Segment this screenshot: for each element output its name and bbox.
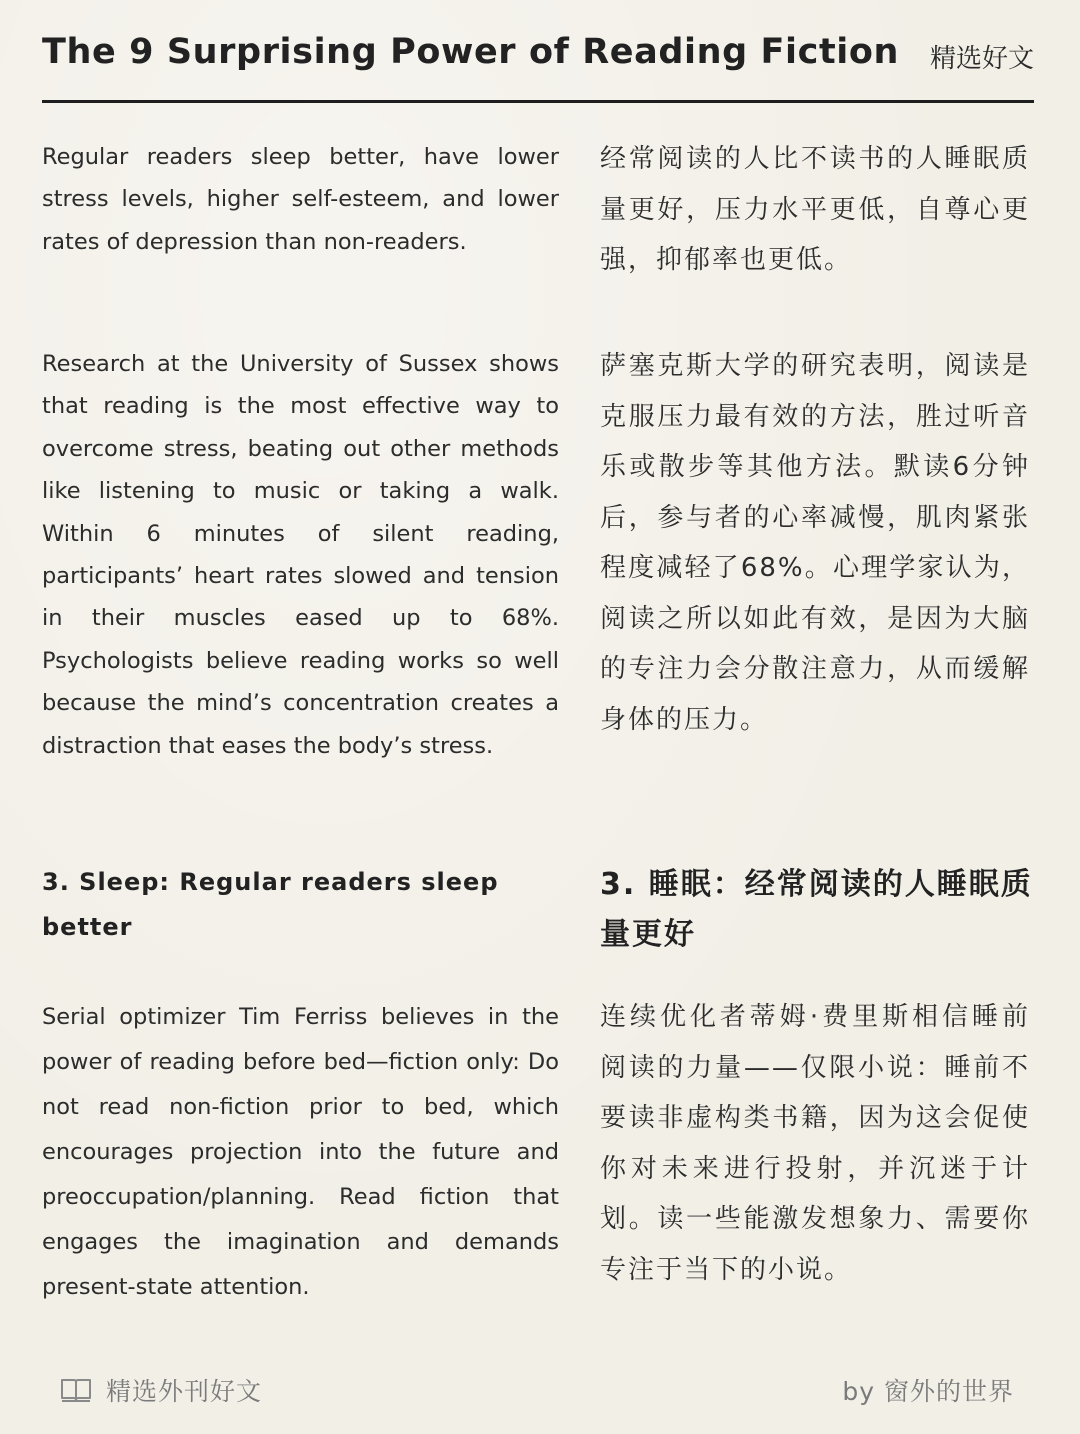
section-heading-chinese: 3. 睡眠：经常阅读的人睡眠质量更好 xyxy=(600,867,1033,952)
footer-brand: 精选外刊好文 xyxy=(106,1377,263,1406)
footer-byline: by 窗外的世界 xyxy=(842,1377,1014,1406)
open-book-icon xyxy=(60,1377,92,1403)
paragraph-3-chinese: 连续优化者蒂姆·费里斯相信睡前阅读的力量——仅限小说：睡前不要读非虚构类书籍，因为这会促使你对未来进行投射，并沉迷于计划。读一些能激发想象力、需要你专注于当下的小说。 xyxy=(600,1002,1030,1285)
header xyxy=(42,28,1034,100)
paragraph-2-chinese: 萨塞克斯大学的研究表明，阅读是克服压力最有效的方法，胜过听音乐或散步等其他方法。默读6分钟后，参与者的心率减慢，肌肉紧张程度减轻了68%。心理学家认为，阅读之所以如此有效，是因为大脑的专注力会分散注意力，从而缓解身体的压力。 xyxy=(600,351,1030,735)
paragraph-1-english: Regular readers sleep better, have lower stress levels, higher self-esteem, and lower rates of depression than non-readers. xyxy=(42,144,559,255)
footer-brand-area xyxy=(60,1372,262,1408)
paragraph-2-english: Research at the University of Sussex shows that reading is the most effective way to overcome stress, beating out other methods like listening to music or taking a walk. Within 6 minutes of silent reading, participants’ heart rates slowed and tension in their muscles eased up to 68%. Psychologists believe reading works so well because the mind’s concentration creates a distraction that eases the body’s stress. xyxy=(42,351,559,759)
header-divider xyxy=(42,100,1034,103)
paragraph-3-english: Serial optimizer Tim Ferriss believes in the power of reading before bed—fiction only: Do not read non-fiction prior to bed, which encourages projection into the future and preoccupation/planning. Read fiction that engages the imagination and demands present-state attention. xyxy=(42,1004,559,1300)
section-heading-english: 3. Sleep: Regular readers sleep better xyxy=(42,868,499,941)
page-title: The 9 Surprising Power of Reading Fiction xyxy=(42,32,900,72)
header-tag: 精选好文 xyxy=(929,44,1034,74)
paragraph-1-chinese: 经常阅读的人比不读书的人睡眠质量更好，压力水平更低，自尊心更强，抑郁率也更低。 xyxy=(600,144,1030,275)
